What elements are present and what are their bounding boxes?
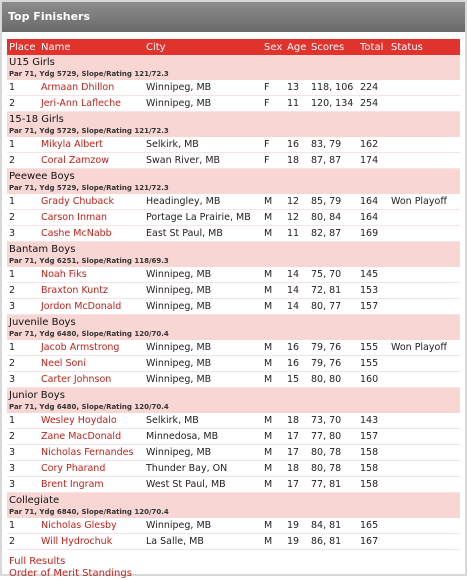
cell-city: Winnipeg, MB xyxy=(144,299,262,315)
cell-sex: M xyxy=(262,429,285,445)
cell-city: Winnipeg, MB xyxy=(144,283,262,299)
cell-status xyxy=(389,372,460,388)
cell-name[interactable]: Carter Johnson xyxy=(39,372,144,388)
cell-name[interactable]: Zane MacDonald xyxy=(39,429,144,445)
cell-sex: M xyxy=(262,283,285,299)
header-name: Name xyxy=(39,39,144,55)
table-row xyxy=(7,534,460,550)
cell-status xyxy=(389,413,460,429)
cell-age: 18 xyxy=(285,153,309,169)
cell-total: 158 xyxy=(358,445,389,461)
cell-age: 12 xyxy=(285,210,309,226)
cell-place: 2 xyxy=(7,356,39,372)
cell-age: 14 xyxy=(285,283,309,299)
cell-sex: F xyxy=(262,96,285,112)
cell-city: Thunder Bay, ON xyxy=(144,461,262,477)
cell-city: East St Paul, MB xyxy=(144,226,262,242)
cell-total: 145 xyxy=(358,267,389,283)
category-cell xyxy=(7,169,460,195)
category-cell xyxy=(7,493,460,519)
cell-name[interactable]: Neel Soni xyxy=(39,356,144,372)
cell-place: 1 xyxy=(7,137,39,153)
category-cell xyxy=(7,112,460,138)
cell-scores: 75, 70 xyxy=(309,267,358,283)
header-sex: Sex xyxy=(262,39,285,55)
cell-sex: M xyxy=(262,210,285,226)
cell-name[interactable]: Jeri-Ann Lafleche xyxy=(39,96,144,112)
cell-scores: 80, 80 xyxy=(309,372,358,388)
cell-scores: 80, 77 xyxy=(309,299,358,315)
cell-name[interactable]: Nicholas Glesby xyxy=(39,518,144,534)
cell-sex: M xyxy=(262,356,285,372)
cell-city: Winnipeg, MB xyxy=(144,518,262,534)
cell-age: 17 xyxy=(285,429,309,445)
cell-sex: M xyxy=(262,518,285,534)
cell-scores: 87, 87 xyxy=(309,153,358,169)
cell-age: 11 xyxy=(285,96,309,112)
cell-name[interactable]: Jordon McDonald xyxy=(39,299,144,315)
cell-scores: 80, 78 xyxy=(309,461,358,477)
cell-age: 15 xyxy=(285,372,309,388)
cell-total: 158 xyxy=(358,477,389,493)
category-name: Collegiate xyxy=(9,495,60,506)
cell-total: 155 xyxy=(358,356,389,372)
category-header xyxy=(7,169,460,195)
cell-status xyxy=(389,299,460,315)
cell-city: Winnipeg, MB xyxy=(144,267,262,283)
cell-sex: F xyxy=(262,137,285,153)
cell-age: 17 xyxy=(285,477,309,493)
cell-city: Selkirk, MB xyxy=(144,413,262,429)
cell-status xyxy=(389,534,460,550)
cell-status xyxy=(389,137,460,153)
cell-place: 3 xyxy=(7,461,39,477)
cell-city: La Salle, MB xyxy=(144,534,262,550)
cell-status: Won Playoff xyxy=(389,340,460,356)
category-name: Juvenile Boys xyxy=(9,317,76,328)
cell-total: 169 xyxy=(358,226,389,242)
cell-age: 18 xyxy=(285,413,309,429)
cell-total: 254 xyxy=(358,96,389,112)
category-header xyxy=(7,55,460,80)
cell-city: West St Paul, MB xyxy=(144,477,262,493)
cell-age: 19 xyxy=(285,534,309,550)
cell-sex: M xyxy=(262,340,285,356)
header-age: Age xyxy=(285,39,309,55)
cell-status xyxy=(389,226,460,242)
cell-place: 1 xyxy=(7,194,39,210)
table-row xyxy=(7,267,460,283)
category-cell xyxy=(7,55,460,80)
cell-total: 160 xyxy=(358,372,389,388)
cell-scores: 84, 81 xyxy=(309,518,358,534)
cell-status xyxy=(389,445,460,461)
cell-place: 3 xyxy=(7,477,39,493)
cell-name[interactable]: Jacob Armstrong xyxy=(39,340,144,356)
table-row xyxy=(7,413,460,429)
cell-total: 174 xyxy=(358,153,389,169)
category-header xyxy=(7,388,460,414)
cell-age: 16 xyxy=(285,137,309,153)
cell-age: 14 xyxy=(285,267,309,283)
header-total: Total xyxy=(358,39,389,55)
category-cell xyxy=(7,242,460,268)
cell-place: 3 xyxy=(7,372,39,388)
cell-place: 2 xyxy=(7,534,39,550)
table-row xyxy=(7,356,460,372)
cell-name[interactable]: Mikyla Albert xyxy=(39,137,144,153)
cell-status: Won Playoff xyxy=(389,194,460,210)
table-row xyxy=(7,96,460,112)
cell-age: 12 xyxy=(285,194,309,210)
category-name: Bantam Boys xyxy=(9,244,76,255)
cell-sex: M xyxy=(262,194,285,210)
cell-sex: M xyxy=(262,534,285,550)
table-header-row xyxy=(7,39,460,55)
cell-name[interactable]: Carson Inman xyxy=(39,210,144,226)
cell-scores: 79, 76 xyxy=(309,340,358,356)
cell-total: 224 xyxy=(358,80,389,96)
cell-total: 158 xyxy=(358,461,389,477)
category-name: Peewee Boys xyxy=(9,171,75,182)
cell-scores: 86, 81 xyxy=(309,534,358,550)
cell-place: 2 xyxy=(7,96,39,112)
cell-place: 3 xyxy=(7,299,39,315)
cell-status xyxy=(389,96,460,112)
cell-age: 16 xyxy=(285,356,309,372)
cell-sex: M xyxy=(262,445,285,461)
course-info: Par 71, Ydg 5729, Slope/Rating 121/72.3 xyxy=(9,127,169,135)
cell-age: 17 xyxy=(285,445,309,461)
cell-place: 2 xyxy=(7,153,39,169)
cell-scores: 83, 79 xyxy=(309,137,358,153)
footer-links xyxy=(9,556,465,580)
cell-place: 2 xyxy=(7,283,39,299)
category-name: Junior Boys xyxy=(9,390,65,401)
cell-city: Selkirk, MB xyxy=(144,137,262,153)
cell-age: 14 xyxy=(285,299,309,315)
cell-status xyxy=(389,80,460,96)
cell-sex: M xyxy=(262,372,285,388)
cell-total: 157 xyxy=(358,299,389,315)
cell-place: 1 xyxy=(7,413,39,429)
table-row xyxy=(7,429,460,445)
cell-scores: 77, 81 xyxy=(309,477,358,493)
cell-city: Headingley, MB xyxy=(144,194,262,210)
table-row xyxy=(7,477,460,493)
cell-place: 3 xyxy=(7,226,39,242)
cell-name[interactable]: Brent Ingram xyxy=(39,477,144,493)
header-place: Place xyxy=(7,39,39,55)
cell-name[interactable]: Cory Pharand xyxy=(39,461,144,477)
category-header xyxy=(7,315,460,341)
cell-total: 155 xyxy=(358,340,389,356)
cell-total: 157 xyxy=(358,429,389,445)
course-info: Par 71, Ydg 5729, Slope/Rating 121/72.3 xyxy=(9,184,169,192)
results-body xyxy=(7,55,460,550)
cell-status xyxy=(389,518,460,534)
category-header xyxy=(7,493,460,519)
cell-place: 1 xyxy=(7,340,39,356)
category-name: U15 Girls xyxy=(9,57,55,68)
cell-total: 167 xyxy=(358,534,389,550)
cell-sex: M xyxy=(262,267,285,283)
cell-city: Winnipeg, MB xyxy=(144,445,262,461)
cell-place: 1 xyxy=(7,518,39,534)
cell-city: Minnedosa, MB xyxy=(144,429,262,445)
category-header xyxy=(7,242,460,268)
cell-name[interactable]: Coral Zamzow xyxy=(39,153,144,169)
cell-scores: 73, 70 xyxy=(309,413,358,429)
category-cell xyxy=(7,388,460,414)
course-info: Par 71, Ydg 6480, Slope/Rating 120/70.4 xyxy=(9,330,169,338)
category-header xyxy=(7,112,460,138)
table-row xyxy=(7,445,460,461)
cell-place: 1 xyxy=(7,80,39,96)
cell-total: 153 xyxy=(358,283,389,299)
cell-total: 165 xyxy=(358,518,389,534)
cell-sex: F xyxy=(262,80,285,96)
table-row xyxy=(7,194,460,210)
cell-total: 143 xyxy=(358,413,389,429)
table-row xyxy=(7,210,460,226)
cell-scores: 80, 84 xyxy=(309,210,358,226)
cell-total: 162 xyxy=(358,137,389,153)
cell-status xyxy=(389,210,460,226)
cell-sex: F xyxy=(262,153,285,169)
cell-sex: M xyxy=(262,299,285,315)
cell-city: Winnipeg, MB xyxy=(144,372,262,388)
full-results-link[interactable]: Full Results xyxy=(9,556,66,567)
cell-sex: M xyxy=(262,461,285,477)
cell-sex: M xyxy=(262,226,285,242)
cell-status xyxy=(389,461,460,477)
course-info: Par 71, Ydg 6251, Slope/Rating 118/69.3 xyxy=(9,257,169,265)
cell-place: 2 xyxy=(7,429,39,445)
table-row xyxy=(7,299,460,315)
cell-age: 11 xyxy=(285,226,309,242)
table-row xyxy=(7,226,460,242)
header-city: City xyxy=(144,39,262,55)
cell-scores: 118, 106 xyxy=(309,80,358,96)
table-row xyxy=(7,461,460,477)
table-row xyxy=(7,518,460,534)
course-info: Par 71, Ydg 5729, Slope/Rating 121/72.3 xyxy=(9,70,169,78)
panel-title: Top Finishers xyxy=(2,2,465,32)
cell-scores: 82, 87 xyxy=(309,226,358,242)
cell-age: 13 xyxy=(285,80,309,96)
cell-city: Portage La Prairie, MB xyxy=(144,210,262,226)
cell-name[interactable]: Will Hydrochuk xyxy=(39,534,144,550)
cell-scores: 77, 80 xyxy=(309,429,358,445)
table-row xyxy=(7,283,460,299)
table-row xyxy=(7,80,460,96)
cell-status xyxy=(389,429,460,445)
cell-sex: M xyxy=(262,477,285,493)
course-info: Par 71, Ydg 6840, Slope/Rating 120/70.4 xyxy=(9,508,169,516)
category-cell xyxy=(7,315,460,341)
cell-age: 18 xyxy=(285,461,309,477)
cell-city: Winnipeg, MB xyxy=(144,340,262,356)
cell-status xyxy=(389,153,460,169)
cell-city: Swan River, MB xyxy=(144,153,262,169)
cell-scores: 80, 78 xyxy=(309,445,358,461)
cell-status xyxy=(389,477,460,493)
course-info: Par 71, Ydg 6480, Slope/Rating 120/70.4 xyxy=(9,403,169,411)
cell-total: 164 xyxy=(358,194,389,210)
cell-sex: M xyxy=(262,413,285,429)
cell-status xyxy=(389,356,460,372)
cell-name[interactable]: Cashe McNabb xyxy=(39,226,144,242)
cell-status xyxy=(389,283,460,299)
cell-age: 16 xyxy=(285,340,309,356)
cell-scores: 120, 134 xyxy=(309,96,358,112)
cell-name[interactable]: Armaan Dhillon xyxy=(39,80,144,96)
cell-city: Winnipeg, MB xyxy=(144,96,262,112)
order-of-merit-link[interactable]: Order of Merit Standings xyxy=(9,568,132,579)
cell-city: Winnipeg, MB xyxy=(144,356,262,372)
table-row xyxy=(7,137,460,153)
category-name: 15-18 Girls xyxy=(9,114,64,125)
cell-scores: 85, 79 xyxy=(309,194,358,210)
cell-name[interactable]: Wesley Hoydalo xyxy=(39,413,144,429)
cell-name[interactable]: Braxton Kuntz xyxy=(39,283,144,299)
cell-place: 2 xyxy=(7,210,39,226)
cell-city: Winnipeg, MB xyxy=(144,80,262,96)
header-scores: Scores xyxy=(309,39,358,55)
cell-status xyxy=(389,267,460,283)
cell-name[interactable]: Noah Fiks xyxy=(39,267,144,283)
cell-scores: 79, 76 xyxy=(309,356,358,372)
cell-age: 19 xyxy=(285,518,309,534)
cell-place: 1 xyxy=(7,267,39,283)
cell-name[interactable]: Grady Chuback xyxy=(39,194,144,210)
table-row xyxy=(7,340,460,356)
header-status: Status xyxy=(389,39,460,55)
table-row xyxy=(7,372,460,388)
cell-name[interactable]: Nicholas Fernandes xyxy=(39,445,144,461)
results-table xyxy=(7,39,460,550)
cell-total: 164 xyxy=(358,210,389,226)
cell-place: 3 xyxy=(7,445,39,461)
cell-scores: 72, 81 xyxy=(309,283,358,299)
table-row xyxy=(7,153,460,169)
